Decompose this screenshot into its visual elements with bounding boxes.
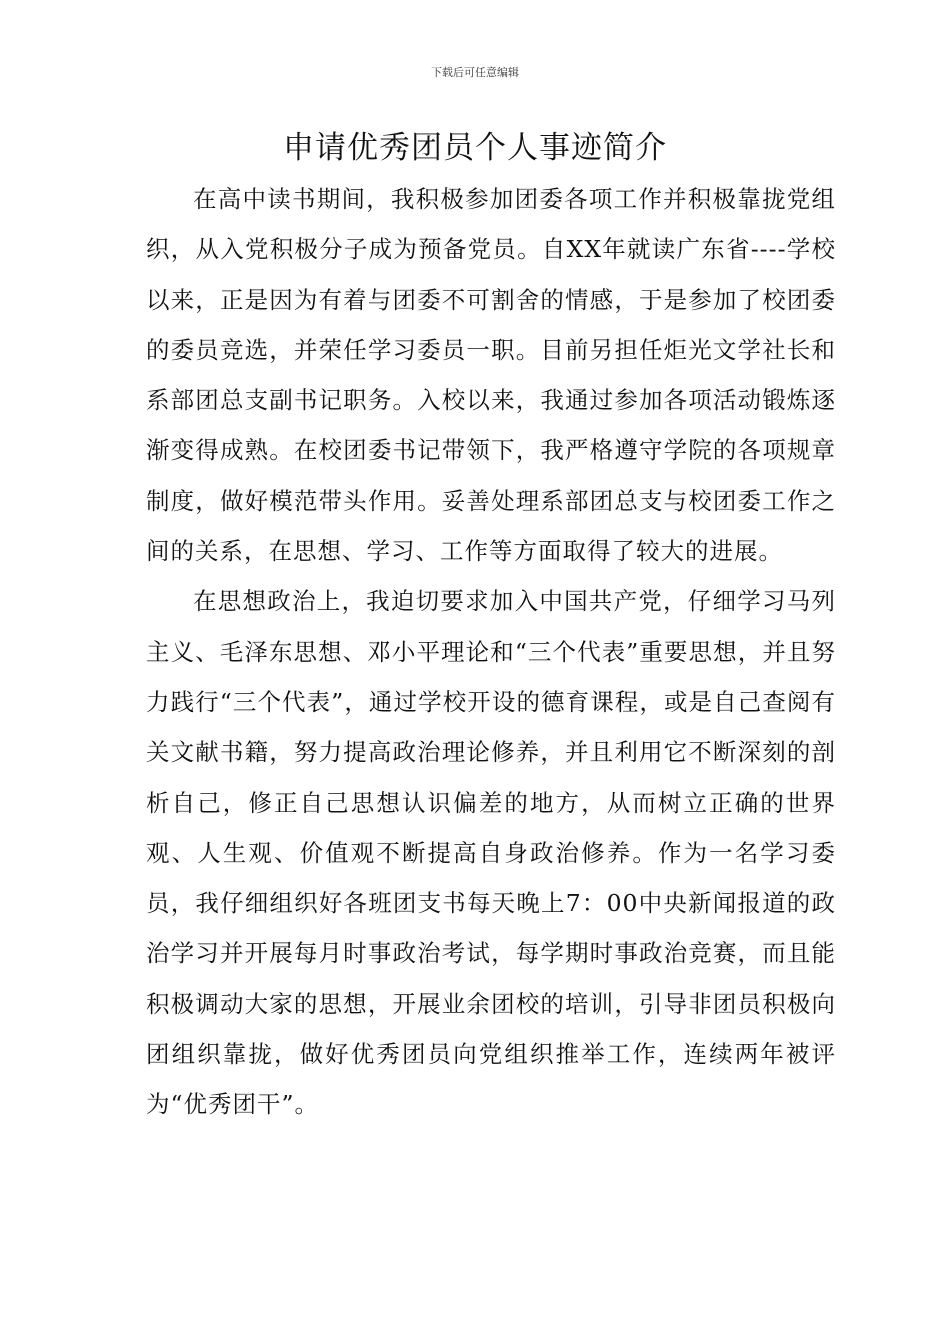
paragraph-1: 在高中读书期间，我积极参加团委各项工作并积极靠拢党组织，从入党积极分子成为预备党员。自XX年就读广东省----学校以来，正是因为有着与团委不可割舍的情感，于是参加了校团委的委员竞选，并荣任学习委员一职。目前另担任炬光文学社长和系部团总支副书记职务。入校以来，我通过参加各项活动锻炼逐渐变得成熟。在校团委书记带领下，我严格遵守学院的各项规章制度，做好模范带头作用。妥善处理系部团总支与校团委工作之间的关系，在思想、学习、工作等方面取得了较大的进展。 — [146, 185, 836, 566]
document-title: 申请优秀团员个人事迹简介 — [283, 130, 667, 166]
header-note: 下载后可任意编辑 — [431, 66, 519, 79]
paragraph-2: 在思想政治上，我迫切要求加入中国共产党，仔细学习马列主义、毛泽东思想、邓小平理论和“三个代表”重要思想，并且努力践行“三个代表”，通过学校开设的德育课程，或是自己查阅有关文献书籍，努力提高政治理论修养，并且利用它不断深刻的剖析自己，修正自己思想认识偏差的地方，从而树立正确的世界观、人生观、价值观不断提高自身政治修养。作为一名学习委员，我仔细组织好各班团支书每天晚上7：00中央新闻报道的政治学习并开展每月时事政治考试，每学期时事政治竞赛，而且能积极调动大家的思想，开展业余团校的培训，引导非团员积极向团组织靠拢，做好优秀团员向党组织推举工作，连续两年被评为“优秀团干”。 — [146, 587, 836, 1119]
document-body — [146, 174, 836, 1130]
